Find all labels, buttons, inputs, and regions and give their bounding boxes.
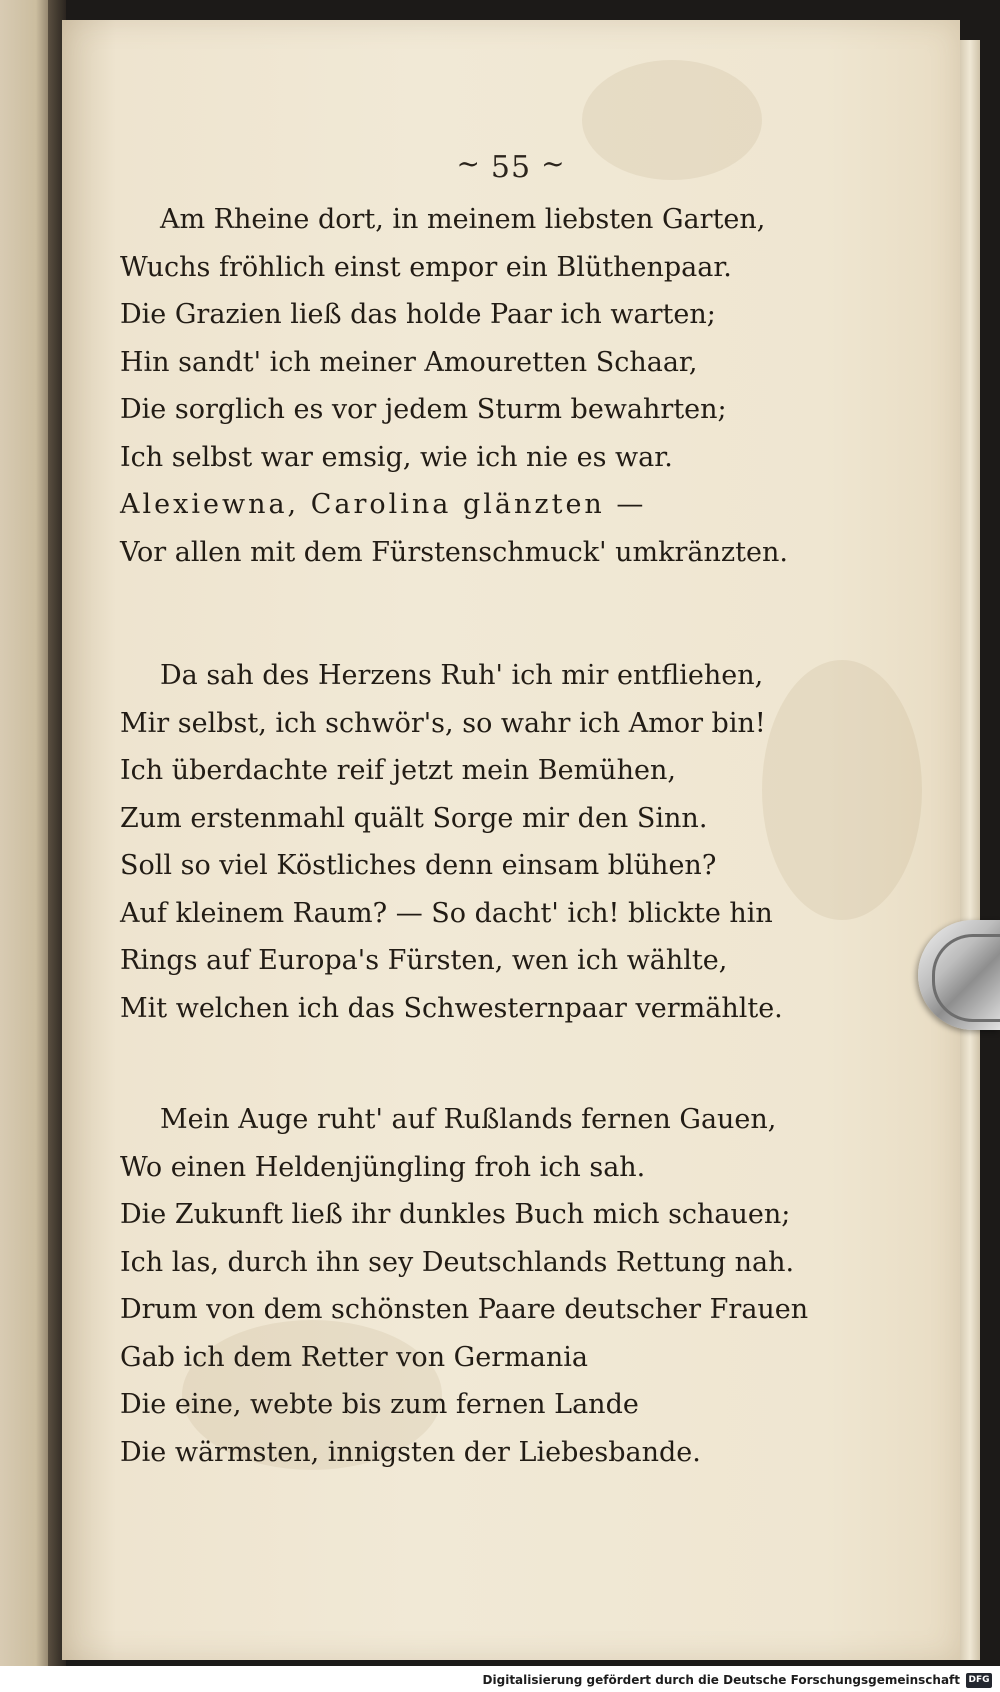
book-page — [62, 20, 960, 1660]
verse-line: Wuchs fröhlich einst empor ein Blüthenpaar. — [120, 251, 732, 283]
verse-line: Hin sandt' ich meiner Amouretten Schaar, — [120, 346, 698, 378]
verse-line: Mit welchen ich das Schwesternpaar vermählte. — [120, 992, 783, 1024]
dfg-logo-icon: DFG — [966, 1673, 992, 1688]
ornament-left: ~ — [456, 147, 481, 180]
stanza-2 — [120, 652, 900, 1032]
verse-line: Die sorglich es vor jedem Sturm bewahrten; — [120, 394, 727, 425]
verse-line: Die wärmsten, innigsten der Liebesbande. — [120, 1436, 701, 1468]
verse-line: Mir selbst, ich schwör's, so wahr ich Amor bin! — [120, 707, 766, 739]
stanza-3 — [120, 1096, 900, 1476]
verse-line: Gab ich dem Retter von Germania — [120, 1341, 588, 1373]
verse-line: Die eine, webte bis zum fernen Lande — [120, 1389, 639, 1420]
verse-line: Vor allen mit dem Fürstenschmuck' umkränzten. — [120, 536, 788, 568]
digitization-footer — [0, 1666, 1000, 1692]
stanza-1 — [120, 196, 900, 576]
verse-line: Zum erstenmahl quält Sorge mir den Sinn. — [120, 802, 708, 834]
page-stack-edge — [960, 40, 980, 1660]
verse-line: Alexiewna, Carolina glänzten — — [120, 489, 647, 520]
verse-line: Mein Auge ruht' auf Rußlands fernen Gauen, — [160, 1104, 777, 1135]
verse-line: Da sah des Herzens Ruh' ich mir entfliehen, — [160, 660, 764, 691]
verse-line: Ich las, durch ihn sey Deutschlands Rettung nah. — [120, 1246, 795, 1278]
verse-line: Ich selbst war emsig, wie ich nie es war. — [120, 441, 673, 473]
verse-line: Wo einen Heldenjüngling froh ich sah. — [120, 1151, 646, 1183]
verse-line: Drum von dem schönsten Paare deutscher Frauen — [120, 1294, 809, 1325]
verse-line: Ich überdachte reif jetzt mein Bemühen, — [120, 755, 676, 786]
clip-loop — [932, 934, 1000, 1022]
ornament-right: ~ — [541, 147, 566, 180]
page-number-header — [62, 147, 960, 185]
verse-line: Soll so viel Köstliches denn einsam blühen? — [120, 850, 717, 881]
page-number: 55 — [490, 150, 532, 185]
verse-line: Rings auf Europa's Fürsten, wen ich wählte, — [120, 945, 728, 976]
verse-line: Die Zukunft ließ ihr dunkles Buch mich schauen; — [120, 1199, 791, 1230]
verse-line: Am Rheine dort, in meinem liebsten Garten, — [160, 204, 766, 235]
verse-line: Auf kleinem Raum? — So dacht' ich! blickte hin — [120, 897, 773, 929]
funding-credit: Digitalisierung gefördert durch die Deutsche Forschungsgemeinschaft — [482, 1673, 960, 1687]
verse-line: Die Grazien ließ das holde Paar ich warten; — [120, 299, 716, 330]
